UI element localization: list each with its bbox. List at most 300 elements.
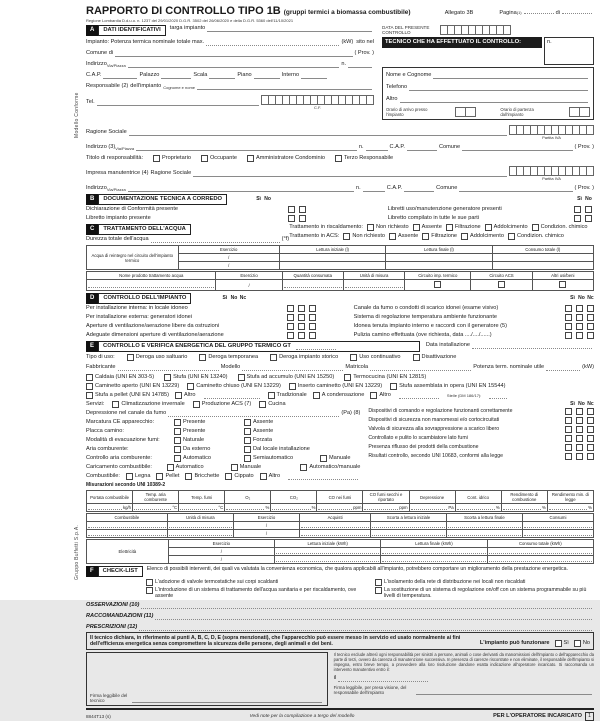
telefono-label: Telefono [386, 84, 408, 90]
checkbox[interactable] [288, 215, 295, 222]
titolo-opt-occupante[interactable]: Occupante [201, 155, 237, 162]
potenza-utile-label: Potenza term. nominale utile [473, 364, 545, 370]
checkbox[interactable] [565, 426, 572, 433]
ta-opt[interactable]: Addolcimento [461, 233, 504, 240]
checklist-opt[interactable]: L'isolamento della rete di distribuzione nei locali non riscaldati [375, 579, 594, 586]
checkbox[interactable] [576, 444, 583, 451]
indirizzo3-field[interactable] [136, 144, 357, 151]
ta-opt[interactable]: Assente [389, 233, 418, 240]
table-cell[interactable] [279, 254, 385, 262]
checkbox[interactable] [309, 323, 316, 330]
b-sino-left: Sì No [256, 195, 271, 202]
potenza-field[interactable] [206, 39, 339, 46]
durezza-label: Durezza totale dell'acqua [86, 236, 149, 242]
checkbox[interactable] [309, 332, 316, 339]
section-e-title: CONTROLLO E VERIFICA ENERGETICA DEL GRUPPO TERMICO GT [98, 341, 420, 352]
table-cell[interactable] [343, 280, 404, 291]
di-field[interactable] [562, 7, 592, 14]
operatore-wrap [493, 712, 594, 721]
gen-opt[interactable]: Altro [175, 392, 196, 399]
checkbox[interactable] [559, 281, 566, 288]
cond-opt[interactable]: Altro [370, 392, 391, 399]
nome-cognome-field[interactable] [433, 72, 588, 79]
interno-field[interactable] [301, 72, 327, 79]
prescrizioni-field[interactable] [139, 624, 592, 631]
altro-label: Altro [386, 96, 398, 102]
header [86, 5, 594, 17]
impianto-label: Impianto: Potenza termica nominale totale max. [86, 39, 205, 45]
checkbox[interactable] [587, 332, 594, 339]
tipo-opt[interactable]: Uso continuativo [350, 354, 400, 361]
prov-label-2: ( Prov. ) [574, 144, 594, 150]
tecnico-box [382, 67, 594, 120]
e-row-opt[interactable]: Manuale [231, 464, 301, 471]
ta-opt[interactable]: Condizion. chimico [508, 233, 564, 240]
table-cell[interactable]: % [501, 504, 547, 512]
kw-label-2: (kW) [582, 364, 594, 370]
table-cell[interactable] [300, 522, 371, 530]
tecnico-number-box[interactable] [544, 37, 594, 65]
altro-field[interactable] [400, 96, 588, 103]
trattamento-acs-label: Trattamento in ACS: [289, 233, 340, 239]
e-row-opt[interactable]: Assente [244, 428, 273, 435]
data-firma-field[interactable] [338, 675, 428, 682]
b-item: Dichiarazione di Conformità presente [86, 206, 179, 212]
b-item: Libretto impianto presente [86, 215, 151, 221]
checkbox[interactable] [587, 417, 594, 424]
table-cell[interactable] [275, 548, 381, 556]
funzionare-si[interactable]: Sì [555, 640, 569, 647]
checkbox[interactable] [287, 305, 294, 312]
cap4-field[interactable] [404, 185, 434, 192]
checkbox[interactable] [576, 435, 583, 442]
e-row-opt[interactable]: Automatico [174, 455, 244, 462]
section-c-letter: C [86, 224, 98, 235]
regulation-line: Regione Lombardia D.d.u.o. n. 1237 del 29/01/2020 D.G.R. 3502 del 26/06/2020 e della D.G.R. 5360 dell'11/10/2021 [86, 18, 294, 23]
table-header: CO₂ [271, 491, 317, 504]
e-row-opt[interactable]: Pellet [156, 473, 179, 480]
table-cell[interactable] [282, 280, 343, 291]
checkbox[interactable] [565, 332, 572, 339]
piano-field[interactable] [254, 72, 280, 79]
checkbox[interactable] [574, 215, 581, 222]
table-header: Esercizio [216, 272, 282, 280]
table-cell[interactable] [87, 280, 216, 291]
tecnico-signature-box[interactable] [86, 652, 328, 706]
n-label: n. [341, 61, 346, 67]
checkbox[interactable] [287, 332, 294, 339]
table-header: Depressione [409, 491, 455, 504]
e-row-opt[interactable]: Semiautomatico [244, 455, 320, 462]
table-cell[interactable] [471, 280, 532, 291]
checkbox[interactable] [587, 323, 594, 330]
checkbox[interactable] [287, 314, 294, 321]
tecnico-n-label: n. [547, 39, 552, 45]
e-row-opt[interactable]: Assente [244, 419, 273, 426]
table-cell[interactable]: / [233, 530, 299, 538]
table-cell[interactable] [371, 530, 447, 538]
checkbox[interactable] [498, 281, 505, 288]
footer-note: Vedi note per la compilazione a tergo del modello [249, 714, 355, 719]
checkbox[interactable] [565, 444, 572, 451]
e-row-opt[interactable]: Forzata [244, 437, 272, 444]
checkbox[interactable] [576, 332, 583, 339]
ragione-sociale-field[interactable] [129, 129, 507, 136]
page-subtitle: (gruppi termici a biomassa combustibile) [283, 9, 411, 16]
modello-field[interactable] [242, 364, 343, 371]
tipo-opt[interactable]: Deroga temporanea [199, 354, 258, 361]
e-row-label: Controllo aria comburente: [86, 455, 152, 461]
table-cell[interactable] [447, 522, 523, 530]
table-cell[interactable]: % [547, 504, 593, 512]
table-header: Combustibile [87, 514, 168, 522]
table-cell[interactable] [492, 254, 593, 262]
table-cell[interactable] [405, 280, 471, 291]
section-e-letter: E [86, 341, 98, 352]
e-item: Presenza riflusso dei prodotti della combustione [368, 444, 479, 450]
table-cell[interactable]: % [225, 504, 271, 512]
cf-comb-field[interactable] [261, 95, 374, 105]
table-cell[interactable]: / [233, 522, 299, 530]
via-piazza-hint: Via/Piazza [106, 63, 126, 68]
table-cell[interactable] [381, 556, 487, 564]
e-row-opt[interactable]: Automatico [167, 464, 231, 471]
e-row-opt[interactable]: Dal locale installazione [244, 446, 310, 453]
checkbox[interactable] [565, 323, 572, 330]
checkbox[interactable] [309, 305, 316, 312]
gen-opt[interactable]: Stufa a pellet (UNI EN 14785) [86, 392, 169, 399]
durezza-field[interactable] [151, 236, 280, 243]
signature-area [86, 652, 594, 706]
d-item: Pulizia camino effettuata (ove richiesta, data ..../..../......) [353, 332, 492, 338]
cond-opt[interactable]: Tradizionale [268, 392, 307, 399]
table-cell[interactable] [87, 530, 168, 538]
nome-cognome-label: Nome e Cognome [386, 72, 432, 78]
firma-tecnico-field[interactable] [132, 696, 322, 703]
stelle-field[interactable] [489, 392, 507, 399]
table-header: Esercizio [178, 246, 279, 254]
page-title: RAPPORTO DI CONTROLLO TIPO 1B [86, 5, 281, 17]
civico-field[interactable] [348, 61, 372, 68]
checkbox[interactable] [298, 323, 305, 330]
targa-label: targa impianto [169, 25, 206, 31]
e-row-opt[interactable]: Cippato [225, 473, 253, 480]
table-cell[interactable]: °C [133, 504, 179, 512]
gen-opt[interactable]: Caminetto aperto (UNI EN 13229) [86, 383, 179, 390]
ta-opt[interactable]: Non richiesto [343, 233, 385, 240]
n-label-3: n. [356, 185, 361, 191]
tel-label: Tel. [86, 99, 95, 105]
potenza-utile-field[interactable] [546, 364, 580, 371]
osservazioni-field[interactable] [141, 602, 592, 609]
e-row-opt[interactable]: Naturale [174, 437, 244, 444]
table-cell[interactable]: kg/h [87, 504, 133, 512]
n-label-2: n. [358, 144, 364, 150]
e-row-opt[interactable]: Legna [126, 473, 151, 480]
checkbox[interactable] [576, 426, 583, 433]
checkbox[interactable] [574, 206, 581, 213]
table-cell[interactable]: °C [179, 504, 225, 512]
telefono-field[interactable] [409, 84, 588, 91]
servizi-opt[interactable]: Climatizzazione invernale [112, 401, 184, 408]
section-c-header [86, 222, 594, 243]
cap3-field[interactable] [407, 144, 437, 151]
cond-altro-field[interactable] [399, 392, 439, 399]
table-header: Circuito imp. termico [405, 272, 471, 280]
e-row-opt[interactable]: Manuale [320, 455, 350, 462]
data-controllo-label: DATA DEL PRESENTE CONTROLLO [382, 25, 430, 35]
orario-partenza-comb[interactable] [569, 107, 590, 117]
checklist-options [146, 579, 594, 599]
palazzo-field[interactable] [161, 72, 191, 79]
targa-field[interactable] [207, 25, 372, 32]
e-row-opt[interactable]: Presente [174, 428, 244, 435]
checkbox[interactable] [299, 206, 306, 213]
gen-opt[interactable]: Stufa (UNI EN 13240) [164, 374, 227, 381]
firma-resp-field[interactable] [416, 688, 592, 695]
table-header: Cont. idrico [455, 491, 501, 504]
checkbox[interactable] [298, 332, 305, 339]
gen-altro-field[interactable] [204, 392, 260, 399]
section-d-title: CONTROLLO DELL'IMPIANTO [98, 293, 191, 304]
servizi-opt[interactable]: Produzione ACS (7) [193, 401, 251, 408]
table-cell[interactable]: / [168, 556, 274, 564]
checkbox[interactable] [287, 323, 294, 330]
tipo-opt[interactable]: Disattivazione [413, 354, 457, 361]
table-cell[interactable] [532, 280, 593, 291]
interno-label: Interno [281, 72, 300, 78]
checkbox[interactable] [565, 305, 572, 312]
firma-resp-label: Firma leggibile, per presa visione, del responsabile dell'impianto [333, 685, 407, 695]
data-installazione-field[interactable] [472, 342, 592, 349]
checkbox[interactable] [576, 417, 583, 424]
section-d-body [86, 304, 594, 339]
table-cell[interactable] [386, 254, 492, 262]
responsabile-field[interactable] [197, 83, 372, 90]
tr-opt[interactable]: Addolcimento [485, 224, 528, 231]
il-label: il [333, 675, 337, 681]
comune-field[interactable] [115, 50, 352, 57]
table-cell[interactable]: / [178, 254, 279, 262]
checkbox[interactable] [576, 314, 583, 321]
section-e-body [86, 399, 594, 480]
prodotto-trattamento-table [86, 271, 594, 291]
d-item: Adeguate dimensioni aperture di ventilazione/aerazione [86, 332, 224, 338]
e-row-label: Aria comburente: [86, 446, 129, 452]
checkbox[interactable] [585, 215, 592, 222]
checkbox[interactable] [298, 305, 305, 312]
indirizzo4-label: Indirizzo [86, 185, 107, 191]
e-row-opt[interactable]: Bricchette [185, 473, 219, 480]
orario-arrivo-comb[interactable] [455, 107, 476, 117]
checkbox[interactable] [587, 408, 594, 415]
e-row-opt[interactable]: Presente [174, 419, 244, 426]
gen-opt[interactable]: Stufa ad accumulo (UNI EN 15250) [238, 374, 335, 381]
section-f [86, 566, 594, 577]
table-cell[interactable]: / [168, 548, 274, 556]
ta-opt[interactable]: Filtrazione [422, 233, 457, 240]
cond-opt[interactable]: A condensazione [313, 392, 365, 399]
piva2-wrap [509, 166, 594, 181]
checkbox[interactable] [576, 323, 583, 330]
tipo-opt[interactable]: Deroga impianto storico [270, 354, 338, 361]
table-cell[interactable] [87, 522, 168, 530]
checkbox[interactable] [335, 155, 342, 162]
indirizzo4-field[interactable] [128, 185, 354, 192]
table-cell[interactable] [522, 530, 593, 538]
checkbox[interactable] [298, 314, 305, 321]
gen-opt[interactable]: Termocucina (UNI EN 12815) [344, 374, 426, 381]
gen-opt[interactable]: Stufa assemblata in opera (UNI EN 15544) [390, 383, 505, 390]
table-cell[interactable]: / [216, 280, 282, 291]
checkbox[interactable] [153, 155, 160, 162]
scala-field[interactable] [209, 72, 235, 79]
table-header: Circuito ACS [471, 272, 532, 280]
table-cell[interactable] [487, 548, 593, 556]
impresa-rs-label: Ragione Sociale [150, 170, 192, 176]
tel-field[interactable] [97, 99, 259, 106]
checklist-opt[interactable]: L'introduzione di un sistema di trattamento dell'acqua sanitaria e per riscaldamento, ove assente [146, 587, 365, 599]
indirizzo3-label: Indirizzo (3) [86, 144, 116, 150]
fabbricante-field[interactable] [118, 364, 219, 371]
indirizzo-field[interactable] [128, 61, 340, 68]
table-cell[interactable] [492, 262, 593, 270]
checkbox[interactable] [299, 215, 306, 222]
table-cell[interactable]: / [178, 262, 279, 270]
checkbox[interactable] [434, 281, 441, 288]
servizi-opt[interactable]: Cucina [259, 401, 285, 408]
pagina-field[interactable] [524, 7, 554, 14]
e-row-label: Modalità di evacuazione fumi: [86, 437, 160, 443]
orario-arrivo-label: Orario di arrivo presso l'impianto [386, 107, 428, 117]
checkbox[interactable] [309, 314, 316, 321]
table-cell[interactable] [300, 530, 371, 538]
table-cell[interactable] [522, 522, 593, 530]
checkbox[interactable] [587, 435, 594, 442]
e-row-opt[interactable]: Automatico/manuale [300, 464, 360, 471]
pagina-sup: (1) [516, 10, 522, 15]
raccomandazioni-field[interactable] [155, 613, 592, 620]
stelle-label: Stelle (DM 186/17): [446, 393, 482, 398]
titolo-opt-terzo[interactable]: Terzo Responsabile [335, 155, 393, 162]
e-row-opt[interactable]: Da esterno [174, 446, 244, 453]
e-row-opt[interactable]: Altro [260, 473, 281, 480]
table-cell[interactable] [386, 262, 492, 270]
operatore-copy-number: 1 [585, 712, 594, 721]
checkbox[interactable] [587, 453, 594, 460]
piva2-comb[interactable] [509, 166, 594, 176]
checkbox[interactable] [565, 435, 572, 442]
combustibile-altro-field[interactable] [288, 473, 358, 480]
table-header: Rendimento min. di legge [547, 491, 593, 504]
checkbox[interactable] [565, 408, 572, 415]
tr-opt[interactable]: Condizion. chimico [532, 224, 588, 231]
table-header: Rendimento di combustione [501, 491, 547, 504]
titolo-opt-proprietario[interactable]: Proprietario [153, 155, 191, 162]
e-row-label: Caricamento combustibile: [86, 464, 152, 470]
checklist-opt[interactable]: L'adozione di valvole termostatiche sui corpi scaldanti [146, 579, 365, 586]
checkbox[interactable] [585, 206, 592, 213]
gen-opt[interactable]: Caldaia (UNI EN 303-5) [86, 374, 154, 381]
checkbox[interactable] [201, 155, 208, 162]
civico3-field[interactable] [366, 144, 388, 151]
checkbox[interactable] [587, 426, 594, 433]
table-cell[interactable]: ppm [363, 504, 409, 512]
checkbox[interactable] [247, 155, 254, 162]
funzionare-no[interactable]: No [574, 640, 590, 647]
checkbox[interactable] [587, 314, 594, 321]
comune4-field[interactable] [459, 185, 572, 192]
gt-number-field[interactable] [296, 343, 336, 350]
table-cell[interactable] [167, 522, 233, 530]
titolo-opt-amministratore[interactable]: Amministratore Condominio [247, 155, 325, 162]
checkbox[interactable] [288, 206, 295, 213]
table-cell[interactable]: % [455, 504, 501, 512]
table-cell[interactable] [279, 262, 385, 270]
table-header: Temp. fumi [179, 491, 225, 504]
table-cell[interactable]: ppm [317, 504, 363, 512]
piva-comb[interactable] [509, 125, 594, 135]
e-item: Controllato e pulito lo scambiatore lato fumi [368, 435, 468, 441]
table-header: Unità di misura [343, 272, 404, 280]
checkbox[interactable] [565, 314, 572, 321]
section-d-header [86, 291, 594, 304]
checkbox[interactable] [565, 453, 572, 460]
table-cell[interactable] [275, 556, 381, 564]
checklist-opt[interactable]: La sostituzione di un sistema di regolazione on/off con un sistema programmabile su più livelli di temperatura. [375, 587, 594, 599]
depressione-field[interactable] [168, 410, 339, 417]
tipo-opt[interactable]: Deroga uso saltuario [127, 354, 188, 361]
table-cell[interactable] [167, 530, 233, 538]
checkbox[interactable] [576, 453, 583, 460]
comune-label-2: Comune [438, 144, 461, 150]
tr-opt[interactable]: Filtrazione [446, 224, 481, 231]
data-controllo-comb[interactable] [440, 25, 511, 35]
checkbox[interactable] [576, 305, 583, 312]
via-piazza-hint-2: Via/Piazza [115, 146, 135, 151]
table-cell[interactable] [371, 522, 447, 530]
civico4-field[interactable] [363, 185, 385, 192]
gen-opt[interactable]: Inserto caminetto (UNI EN 13229) [289, 383, 382, 390]
tr-opt[interactable]: Non richiesto [367, 224, 409, 231]
checkbox[interactable] [587, 305, 594, 312]
table-cell[interactable] [487, 556, 593, 564]
ragione-sociale-label: Ragione Sociale [86, 129, 127, 135]
sito-label: sito nel [356, 39, 374, 45]
checkbox[interactable] [565, 417, 572, 424]
table-header: Esercizio [168, 540, 274, 548]
checkbox[interactable] [576, 408, 583, 415]
table-cell[interactable]: Pa [409, 504, 455, 512]
table-cell[interactable] [381, 548, 487, 556]
fine-print: Il tecnico esclude altresì ogni responsabilità per sinistri a persone, animali o cose derivanti da manomissioni dell'impianto o dell'apparecchio da parte di terzi, ovvero da carenza di manutenzione successiva. In presenza di carenze riscontrate e non eliminate, il responsabile dell'impianto si impegna, entro breve tempo, a provvedere alla loro risoluzione dandone esatta indicazione all'operatore incaricato. Si raccomanda un intervento manutentivo entro il: [333, 652, 594, 672]
cap-field[interactable] [103, 72, 137, 79]
impresa-field[interactable] [193, 170, 507, 177]
checkbox[interactable] [587, 444, 594, 451]
table-cell[interactable] [447, 530, 523, 538]
table-cell[interactable]: % [271, 504, 317, 512]
dell-impianto-label: dell'impianto [130, 83, 162, 89]
cap-label-3: C.A.P. [386, 185, 403, 191]
gen-opt[interactable]: Caminetto chiuso (UNI EN 13229) [187, 383, 281, 390]
table-header: Scorta a lettura iniziale [371, 514, 447, 522]
data-installazione-label: Data installazione [425, 342, 470, 348]
table-header: Portata combustibile [87, 491, 133, 504]
matricola-field[interactable] [370, 364, 471, 371]
comune3-field[interactable] [462, 144, 572, 151]
tr-opt[interactable]: Assente [413, 224, 442, 231]
section-c-title: TRATTAMENTO DELL'ACQUA [98, 224, 191, 235]
